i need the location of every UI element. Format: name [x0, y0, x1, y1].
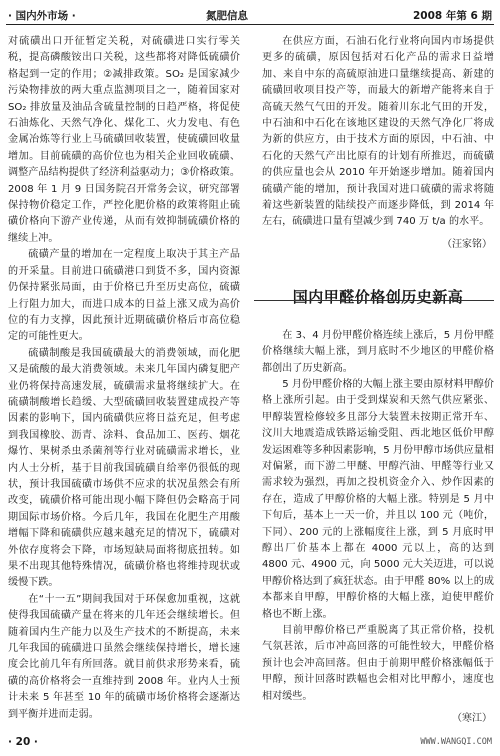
article1-signature: （汪家铭）	[442, 238, 492, 250]
article2-paragraph: 目前甲醇价格已严重脱离了其正常价格，投机气氛甚浓，后市冲高回落的可能性较大，甲醛价格预计也会冲高回落。但由于前期甲醛价格涨幅低于甲醇，预计回落时跌幅也会相对比甲醇小，速度也相对缓些。	[262, 625, 494, 702]
article2-paragraph: 在 3、4 月份甲醛价格连续上涨后，5 月份甲醛价格继续大幅上涨，到月底时不少地区的甲醛价格都创出了历史新高。	[262, 329, 494, 374]
article2-paragraph: 5 月份甲醛价格的大幅上涨主要由原材料甲醇价格上涨所引起。由于受到煤炭和天然气供应紧张、甲醇装置检修较多且部分大装置未按期正常开车、汶川大地震造成铁路运输受阻、西北地区低价甲醇发运困难等多种因素影响，5 月份甲醇市场供应量相对偏紧，而下游二甲醚、甲醇汽油、甲醛等行业又需求较为强烈，再加之投机资金介入、炒作因素的存在，造成了甲醇价格的大幅上涨。特别是 5 月中下旬后，基本上一天一价，并且以 100 元（吨价，下同）、200 元的上涨幅度往上涨，到 5 月底时甲醇出厂价基本上都在 4000 元以上，高的达到 4800 元、4900 元，向 5000 元大关迈进，可以说甲醇价格达到了疯狂状态。由于甲醛 80% 以上的成本都来自甲醇，甲醇价格的大幅上涨，迫使甲醛价格也不断上涨。	[262, 378, 494, 620]
article2-title: 国内甲醛价格创历史新高	[292, 288, 464, 307]
page-footer	[6, 734, 494, 750]
article1-paragraph: 硫磺产量的增加在一定程度上取决于其主产品的开采量。目前进口硫磺港口到货不多，国内资源仍保持紧张局面，由于价格已升至历史高位，硫磺上行阻力加大，而进口成本的日益上涨又成为高价位的有力支撑，因此预计近期硫磺价格后市高位稳定的可能性更大。	[8, 249, 240, 343]
article1-paragraph: 在供应方面，石油石化行业将向国内市场提供更多的硫磺，原因包括对石化产品的需求日益增加、来自中东的高硫原油进口量继续提高、新建的硫磺回收项目投产等，而最大的新增产能将来自于高硫天然气气田的开发。随着川东北气田的开发，中石油和中石化在该地区建设的天然气净化厂将成为新的供应方，由于技术方面的原因，中石油、中石化的天然气产出比原有的计划有所推迟，而硫磺的供应量也会从 2010 年开始逐步增加。随着国内硫磺产能的增加，预计我国对进口硫磺的需求将随着这些新装置的陆续投产而逐步降低，到 2014 年左右，硫磺进口量有望减少到 740 万 t/a 的水平。	[262, 36, 494, 228]
article2-signature: （寒江）	[452, 713, 492, 725]
left-column	[8, 34, 240, 724]
issue-label: 2008 年第 6 期	[413, 9, 492, 22]
watermark: WWW.WANGQI.COM	[420, 737, 492, 747]
journal-title: 氮肥信息	[206, 9, 248, 22]
article1-paragraph: 对硫磺出口开征暂定关税，对硫磺进口实行零关税，提高磷酸铵出口关税，这些都将对降低硫磺价格起到一定的作用；②减排政策。SO₂ 是国家减少污染物排放的两大重点监测项目之一，随着国家对 SO₂ 排放量及油品含硫量控制的日趋严格，将促使石油炼化、天然气净化、煤化工、火力发电、有色金属冶炼等行业上马硫磺回收装置，使硫磺回收量增加。目前硫磺的高价位也为相关企业回收硫磺、调整产品结构提供了经济利益驱动力；③价格政策。2008 年 1 月 9 日国务院召开常务会议，研究部署保持物价稳定工作，严控化肥价格的政策将阻止硫磺价格向下游产业传递，从而有效抑制硫磺价格的继续上冲。	[8, 36, 240, 244]
article1-paragraph: 在“十一五”期间我国对于环保愈加重视，这就使得我国硫磺产量在将来的几年还会继续增长。但随着国内生产能力以及生产技术的不断提高，未来几年我国的硫磺进口虽然会继续保持增长，增长速度会比前几年有所回落。就目前供求形势来看，硫磺的高价格将会一直维持到 2008 年。业内人士预计未来 5 年甚至 10 年的硫磺市场价格将会逐渐达到平衡并进而走弱。	[8, 593, 240, 720]
article-divider	[254, 300, 494, 301]
section-label: · 国内外市场 ·	[8, 9, 76, 22]
right-column	[262, 34, 494, 724]
page-number: · 20 ·	[8, 736, 38, 748]
article1-paragraph: 硫磺制酸是我国硫磺最大的消费领域，而化肥又是硫酸的最大消费领域。未来几年国内磷复肥产业仍将保持高速发展，硫磺需求量将继续扩大。在硫磺制酸增长趋缓、大型硫磺回收装置建成投产等因素的影响下，国内硫磺供应将日益充足，但考虑到我国橡胶、沥青、涂料、食品加工、医药、烟花爆竹、果树杀虫杀菌剂等行业对硫磺需求增长，业内人士分析，基于目前我国硫磺自给率仍很低的现状，预计我国硫磺市场供不应求的状况虽然会有所改变，硫磺价格可能出现小幅下降但仍会略高于同期国际市场价格。今后几年，我国在化肥生产用酸增幅下降和硫磺供应越来越充足的情况下，硫磺对外依存度将会下降，市场短缺局面将彻底扭转。如果不出现其他特殊情况，硫磺价格也将维持现状或缓慢下跌。	[8, 347, 240, 589]
page-header	[6, 6, 494, 25]
